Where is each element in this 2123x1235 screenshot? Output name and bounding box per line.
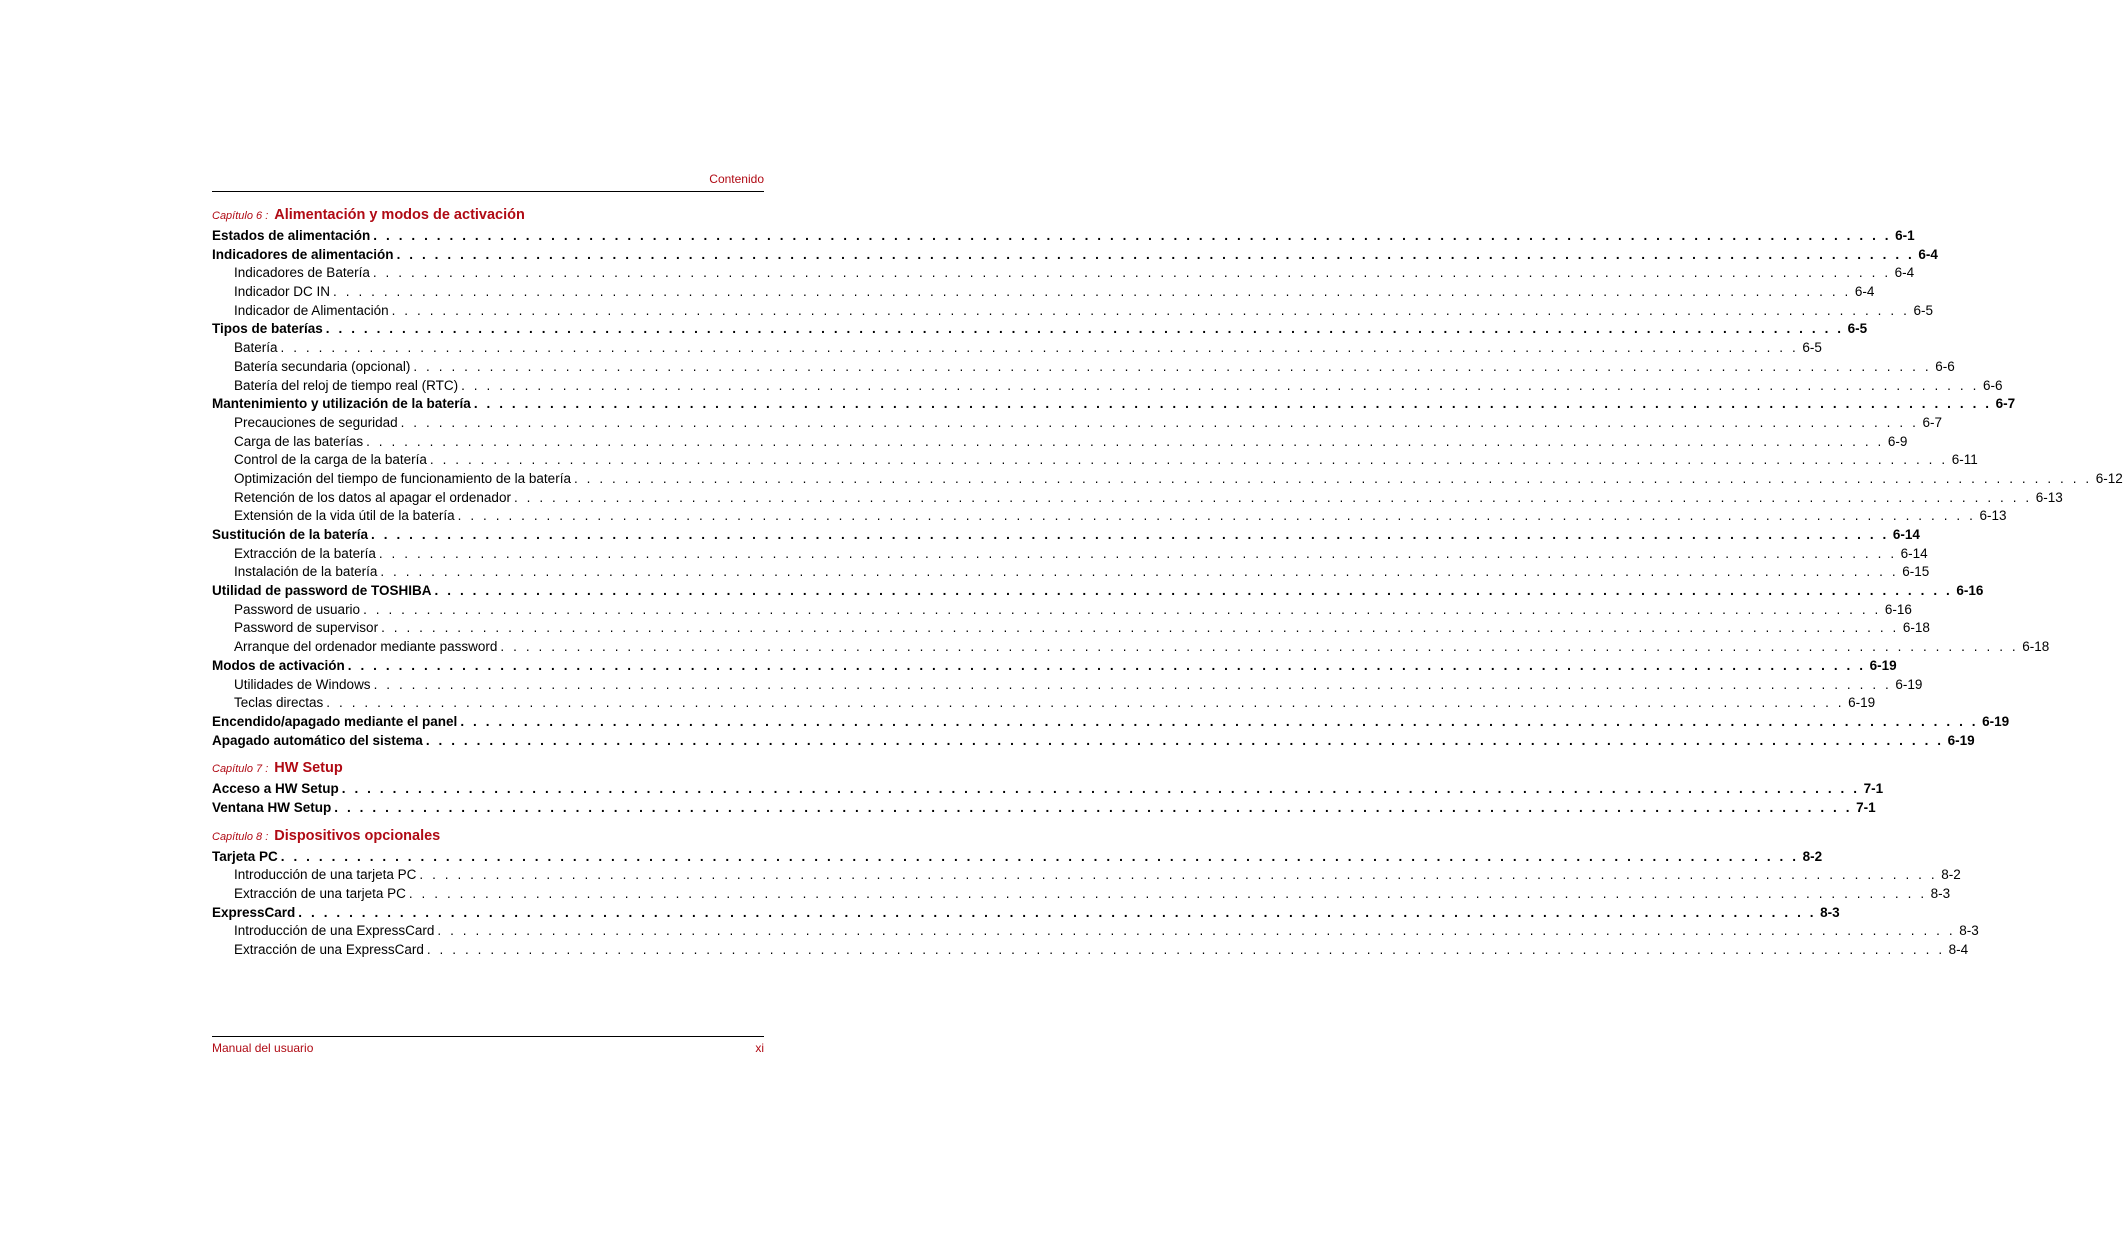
toc-entry-label: Apagado automático del sistema bbox=[212, 732, 423, 748]
dot-leader: . . . . . . . . . . . . . . . . . . . . . . . . . . . . . . . . . . . . . . . . . . . . . . . . . . . . . . . . . . . . . . . . . . . . . . . . . . . . . . . . . . . . . . . . . . . . . . . . . . . . . . . . . . . . . . . . . . . . . . . . bbox=[413, 358, 1932, 374]
chapter-heading[interactable] bbox=[212, 207, 764, 227]
dot-leader: . . . . . . . . . . . . . . . . . . . . . . . . . . . . . . . . . . . . . . . . . . . . . . . . . . . . . . . . . . . . . . . . . . . . . . . . . . . . . . . . . . . . . . . . . . . . . . . . . . . . . . . . . . . . . . . . . . . . . . . . bbox=[280, 340, 1799, 356]
dot-leader: . . . . . . . . . . . . . . . . . . . . . . . . . . . . . . . . . . . . . . . . . . . . . . . . . . . . . . . . . . . . . . . . . . . . . . . . . . . . . . . . . . . . . . . . . . . . . . . . . . . . . . . . . . . . . . . . . . . . . . . . bbox=[347, 657, 1866, 673]
toc-subsection-entry[interactable] bbox=[212, 470, 2123, 489]
dot-leader: . . . . . . . . . . . . . . . . . . . . . . . . . . . . . . . . . . . . . . . . . . . . . . . . . . . . . . . . . . . . . . . . . . . . . . . . . . . . . . . . . . . . . . . . . . . . . . . . . . . . . . . . . . . . . . . . . . . . . . . . bbox=[473, 396, 1992, 412]
toc-entry-page: 8-4 bbox=[1948, 942, 1969, 958]
toc-entry-label: Sustitución de la batería bbox=[212, 527, 369, 542]
toc-subsection-entry[interactable] bbox=[212, 264, 1915, 283]
dot-leader: . . . . . . . . . . . . . . . . . . . . . . . . . . . . . . . . . . . . . . . . . . . . . . . . . . . . . . . . . . . . . . . . . . . . . . . . . . . . . . . . . . . . . . . . . . . . . . . . . . . . . . . . . . . . . . . . . . . . . . . . bbox=[373, 228, 1892, 243]
toc-entry-label: Encendido/apagado mediante el panel bbox=[212, 713, 458, 729]
toc-section-entry[interactable] bbox=[212, 395, 2016, 414]
toc-entry-page: 6-1 bbox=[1895, 228, 1915, 243]
toc-entry-label: Indicadores de alimentación bbox=[212, 246, 394, 262]
toc-section-entry[interactable] bbox=[212, 780, 1884, 799]
toc-entry-label: Extensión de la vida útil de la batería bbox=[234, 508, 455, 524]
toc-entry-page: 6-15 bbox=[1902, 564, 1930, 580]
toc-entry-label: Optimización del tiempo de funcionamiento de la batería bbox=[234, 470, 571, 486]
toc-subsection-entry[interactable] bbox=[212, 694, 1876, 713]
toc-entry-label: Instalación de la batería bbox=[234, 564, 378, 580]
toc-entry-page: 6-19 bbox=[1895, 676, 1923, 692]
toc-entry-label: Carga de las baterías bbox=[234, 433, 364, 449]
toc-entry-page: 6-13 bbox=[1979, 508, 2007, 524]
dot-leader: . . . . . . . . . . . . . . . . . . . . . . . . . . . . . . . . . . . . . . . . . . . . . . . . . . . . . . . . . . . . . . . . . . . . . . . . . . . . . . . . . . . . . . . . . . . . . . . . . . . . . . . . . . . . . . . . . . . . . . . . bbox=[457, 508, 1976, 524]
toc-entry-page: 6-6 bbox=[1982, 377, 2003, 393]
toc-entry-page: 6-5 bbox=[1802, 340, 1822, 356]
toc-subsection-entry[interactable] bbox=[212, 545, 1928, 564]
toc-entry-label: Tarjeta PC bbox=[212, 848, 278, 864]
dot-leader: . . . . . . . . . . . . . . . . . . . . . . . . . . . . . . . . . . . . . . . . . . . . . . . . . . . . . . . . . . . . . . . . . . . . . . . . . . . . . . . . . . . . . . . . . . . . . . . . . . . . . . . . . . . . . . . . . . . . . . . . bbox=[513, 489, 2032, 505]
header-rule bbox=[212, 191, 764, 192]
toc-entry-label: Control de la carga de la batería bbox=[234, 452, 427, 468]
toc-entry-page: 8-2 bbox=[1941, 867, 1961, 883]
dot-leader: . . . . . . . . . . . . . . . . . . . . . . . . . . . . . . . . . . . . . . . . . . . . . . . . . . . . . . . . . . . . . . . . . . . . . . . . . . . . . . . . . . . . . . . . . . . . . . . . . . . . . . . . . . . . . . . . . . . . . . . . bbox=[298, 904, 1817, 920]
chapter-prefix: Capítulo 6 : bbox=[212, 210, 269, 222]
toc-entry-label: Retención de los datos al apagar el ordenador bbox=[234, 489, 511, 505]
dot-leader: . . . . . . . . . . . . . . . . . . . . . . . . . . . . . . . . . . . . . . . . . . . . . . . . . . . . . . . . . . . . . . . . . . . . . . . . . . . . . . . . . . . . . . . . . . . . . . . . . . . . . . . . . . . . . . . . . . . . . . . . bbox=[373, 676, 1892, 692]
chapter-heading[interactable] bbox=[212, 760, 764, 780]
toc-entry-label: Indicador de Alimentación bbox=[234, 302, 389, 318]
chapter-title: Alimentación y modos de activación bbox=[274, 207, 525, 223]
toc-entry-label: Password de supervisor bbox=[234, 620, 379, 636]
toc-section-entry[interactable] bbox=[212, 799, 1876, 818]
dot-leader: . . . . . . . . . . . . . . . . . . . . . . . . . . . . . . . . . . . . . . . . . . . . . . . . . . . . . . . . . . . . . . . . . . . . . . . . . . . . . . . . . . . . . . . . . . . . . . . . . . . . . . . . . . . . . . . . . . . . . . . . bbox=[573, 470, 2092, 486]
dot-leader: . . . . . . . . . . . . . . . . . . . . . . . . . . . . . . . . . . . . . . . . . . . . . . . . . . . . . . . . . . . . . . . . . . . . . . . . . . . . . . . . . . . . . . . . . . . . . . . . . . . . . . . . . . . . . . . . . . . . . . . . bbox=[500, 639, 2019, 655]
toc-subsection-entry[interactable] bbox=[212, 377, 2003, 396]
toc-entry-page: 6-19 bbox=[1982, 713, 2010, 729]
dot-leader: . . . . . . . . . . . . . . . . . . . . . . . . . . . . . . . . . . . . . . . . . . . . . . . . . . . . . . . . . . . . . . . . . . . . . . . . . . . . . . . . . . . . . . . . . . . . . . . . . . . . . . . . . . . . . . . . . . . . . . . . bbox=[419, 867, 1938, 883]
toc-entry-label: Arranque del ordenador mediante password bbox=[234, 639, 498, 655]
toc-entry-page: 6-16 bbox=[1884, 601, 1912, 617]
toc-entry-label: Indicadores de Batería bbox=[234, 265, 370, 281]
toc-subsection-entry[interactable] bbox=[212, 885, 1951, 904]
dot-leader: . . . . . . . . . . . . . . . . . . . . . . . . . . . . . . . . . . . . . . . . . . . . . . . . . . . . . . . . . . . . . . . . . . . . . . . . . . . . . . . . . . . . . . . . . . . . . . . . . . . . . . . . . . . . . . . . . . . . . . . . bbox=[366, 433, 1884, 449]
dot-leader: . . . . . . . . . . . . . . . . . . . . . . . . . . . . . . . . . . . . . . . . . . . . . . . . . . . . . . . . . . . . . . . . . . . . . . . . . . . . . . . . . . . . . . . . . . . . . . . . . . . . . . . . . . . . . . . . . . . . . . . . bbox=[460, 713, 1979, 729]
toc-entry-label: Acceso a HW Setup bbox=[212, 781, 339, 797]
toc-entry-page: 6-12 bbox=[2095, 470, 2123, 486]
toc-subsection-entry[interactable] bbox=[212, 601, 1912, 620]
toc-entry-page: 6-19 bbox=[1869, 657, 1897, 673]
toc-subsection-entry[interactable] bbox=[212, 433, 1908, 452]
toc-section-entry[interactable] bbox=[212, 713, 2010, 732]
toc-entry-page: 6-4 bbox=[1894, 265, 1915, 281]
toc-section-entry[interactable] bbox=[212, 526, 1920, 545]
toc-subsection-entry[interactable] bbox=[212, 283, 1875, 302]
toc-entry-page: 6-7 bbox=[1922, 414, 1942, 430]
dot-leader: . . . . . . . . . . . . . . . . . . . . . . . . . . . . . . . . . . . . . . . . . . . . . . . . . . . . . . . . . . . . . . . . . . . . . . . . . . . . . . . . . . . . . . . . . . . . . . . . . . . . . . . . . . . . . . . . . . . . . . . . bbox=[334, 799, 1853, 815]
toc-section-entry[interactable] bbox=[212, 246, 1938, 265]
toc-subsection-entry[interactable] bbox=[212, 676, 1923, 695]
toc-subsection-entry[interactable] bbox=[212, 358, 1955, 377]
dot-leader: . . . . . . . . . . . . . . . . . . . . . . . . . . . . . . . . . . . . . . . . . . . . . . . . . . . . . . . . . . . . . . . . . . . . . . . . . . . . . . . . . . . . . . . . . . . . . . . . . . . . . . . . . . . . . . . . . . . . . . . . bbox=[426, 942, 1945, 958]
dot-leader: . . . . . . . . . . . . . . . . . . . . . . . . . . . . . . . . . . . . . . . . . . . . . . . . . . . . . . . . . . . . . . . . . . . . . . . . . . . . . . . . . . . . . . . . . . . . . . . . . . . . . . . . . . . . . . . . . . . . . . . . bbox=[280, 848, 1799, 864]
toc-entry-page: 6-14 bbox=[1900, 545, 1928, 561]
toc-entry-label: Estados de alimentación bbox=[212, 228, 371, 243]
toc-subsection-entry[interactable] bbox=[212, 414, 1942, 433]
dot-leader: . . . . . . . . . . . . . . . . . . . . . . . . . . . . . . . . . . . . . . . . . . . . . . . . . . . . . . . . . . . . . . . . . . . . . . . . . . . . . . . . . . . . . . . . . . . . . . . . . . . . . . . . . . . . . . . . . . . . . . . . bbox=[381, 620, 1899, 636]
toc-entry-label: Ventana HW Setup bbox=[212, 799, 332, 815]
toc-entry-page: 6-5 bbox=[1913, 302, 1933, 318]
dot-leader: . . . . . . . . . . . . . . . . . . . . . . . . . . . . . . . . . . . . . . . . . . . . . . . . . . . . . . . . . . . . . . . . . . . . . . . . . . . . . . . . . . . . . . . . . . . . . . . . . . . . . . . . . . . . . . . . . . . . . . . . bbox=[429, 452, 1948, 468]
running-header: Contenido bbox=[709, 172, 764, 186]
chapter-prefix: Capítulo 8 : bbox=[212, 830, 269, 843]
toc-subsection-entry[interactable] bbox=[212, 941, 1969, 960]
dot-leader: . . . . . . . . . . . . . . . . . . . . . . . . . . . . . . . . . . . . . . . . . . . . . . . . . . . . . . . . . . . . . . . . . . . . . . . . . . . . . . . . . . . . . . . . . . . . . . . . . . . . . . . . . . . . . . . . . . . . . . . . bbox=[408, 886, 1927, 901]
toc-subsection-entry[interactable] bbox=[212, 489, 2063, 508]
toc-entry-page: 6-18 bbox=[1902, 620, 1930, 636]
toc-entry-label: Introducción de una ExpressCard bbox=[234, 923, 435, 939]
toc-subsection-entry[interactable] bbox=[212, 451, 1978, 470]
toc-subsection-entry[interactable] bbox=[212, 866, 1961, 885]
dot-leader: . . . . . . . . . . . . . . . . . . . . . . . . . . . . . . . . . . . . . . . . . . . . . . . . . . . . . . . . . . . . . . . . . . . . . . . . . . . . . . . . . . . . . . . . . . . . . . . . . . . . . . . . . . . . . . . . . . . . . . . . bbox=[363, 601, 1881, 617]
toc-entry-label: Batería secundaria (opcional) bbox=[234, 358, 411, 374]
dot-leader: . . . . . . . . . . . . . . . . . . . . . . . . . . . . . . . . . . . . . . . . . . . . . . . . . . . . . . . . . . . . . . . . . . . . . . . . . . . . . . . . . . . . . . . . . . . . . . . . . . . . . . . . . . . . . . . . . . . . . . . . bbox=[333, 284, 1851, 300]
toc-entry-label: Indicador DC IN bbox=[234, 284, 331, 300]
toc-entry-page: 8-3 bbox=[1930, 886, 1951, 901]
dot-leader: . . . . . . . . . . . . . . . . . . . . . . . . . . . . . . . . . . . . . . . . . . . . . . . . . . . . . . . . . . . . . . . . . . . . . . . . . . . . . . . . . . . . . . . . . . . . . . . . . . . . . . . . . . . . . . . . . . . . . . . . bbox=[461, 377, 1979, 393]
dot-leader: . . . . . . . . . . . . . . . . . . . . . . . . . . . . . . . . . . . . . . . . . . . . . . . . . . . . . . . . . . . . . . . . . . . . . . . . . . . . . . . . . . . . . . . . . . . . . . . . . . . . . . . . . . . . . . . . . . . . . . . . bbox=[391, 302, 1910, 318]
toc-entry-label: Batería del reloj de tiempo real (RTC) bbox=[234, 377, 459, 393]
dot-leader: . . . . . . . . . . . . . . . . . . . . . . . . . . . . . . . . . . . . . . . . . . . . . . . . . . . . . . . . . . . . . . . . . . . . . . . . . . . . . . . . . . . . . . . . . . . . . . . . . . . . . . . . . . . . . . . . . . . . . . . . bbox=[434, 583, 1953, 599]
toc-entry-page: 6-19 bbox=[1848, 695, 1876, 711]
toc-section-entry[interactable] bbox=[212, 732, 1975, 751]
toc-entry-label: Introducción de una tarjeta PC bbox=[234, 867, 417, 883]
toc-section-entry[interactable] bbox=[212, 582, 1984, 601]
toc-subsection-entry[interactable] bbox=[212, 302, 1933, 321]
toc-entry-page: 7-1 bbox=[1863, 781, 1884, 797]
chapter-title: Dispositivos opcionales bbox=[274, 827, 441, 844]
footer-manual-title: Manual del usuario bbox=[212, 1041, 314, 1055]
toc-entry-label: Utilidades de Windows bbox=[234, 676, 371, 692]
toc-entry-label: Extracción de una tarjeta PC bbox=[234, 886, 406, 901]
chapter-title: HW Setup bbox=[274, 760, 343, 777]
dot-leader: . . . . . . . . . . . . . . . . . . . . . . . . . . . . . . . . . . . . . . . . . . . . . . . . . . . . . . . . . . . . . . . . . . . . . . . . . . . . . . . . . . . . . . . . . . . . . . . . . . . . . . . . . . . . . . . . . . . . . . . . bbox=[396, 246, 1915, 262]
toc-entry-label: Teclas directas bbox=[234, 695, 324, 711]
toc-entry-page: 8-3 bbox=[1959, 923, 1979, 939]
toc-entry-page: 6-4 bbox=[1854, 284, 1875, 300]
toc-subsection-entry[interactable] bbox=[212, 339, 1822, 358]
chapter-prefix: Capítulo 7 : bbox=[212, 763, 269, 776]
toc-entry-page: 8-3 bbox=[1820, 904, 1840, 920]
toc-section-entry[interactable] bbox=[212, 320, 1868, 339]
toc-entry-label: Extracción de la batería bbox=[234, 545, 376, 561]
toc-subsection-entry[interactable] bbox=[212, 507, 2007, 526]
toc-section-entry[interactable] bbox=[212, 904, 1840, 923]
toc-section-entry[interactable] bbox=[212, 227, 1915, 246]
dot-leader: . . . . . . . . . . . . . . . . . . . . . . . . . . . . . . . . . . . . . . . . . . . . . . . . . . . . . . . . . . . . . . . . . . . . . . . . . . . . . . . . . . . . . . . . . . . . . . . . . . . . . . . . . . . . . . . . . . . . . . . . bbox=[371, 527, 1889, 542]
toc-entry-page: 6-13 bbox=[2035, 489, 2063, 505]
table-of-contents bbox=[212, 207, 2123, 960]
toc-entry-page: 6-7 bbox=[1995, 396, 2016, 412]
chapter-heading[interactable] bbox=[212, 828, 764, 848]
footer-rule bbox=[212, 1036, 764, 1037]
toc-subsection-entry[interactable] bbox=[212, 619, 1930, 638]
dot-leader: . . . . . . . . . . . . . . . . . . . . . . . . . . . . . . . . . . . . . . . . . . . . . . . . . . . . . . . . . . . . . . . . . . . . . . . . . . . . . . . . . . . . . . . . . . . . . . . . . . . . . . . . . . . . . . . . . . . . . . . . bbox=[372, 265, 1891, 281]
dot-leader: . . . . . . . . . . . . . . . . . . . . . . . . . . . . . . . . . . . . . . . . . . . . . . . . . . . . . . . . . . . . . . . . . . . . . . . . . . . . . . . . . . . . . . . . . . . . . . . . . . . . . . . . . . . . . . . . . . . . . . . . bbox=[325, 321, 1844, 337]
toc-entry-page: 6-9 bbox=[1887, 433, 1908, 449]
dot-leader: . . . . . . . . . . . . . . . . . . . . . . . . . . . . . . . . . . . . . . . . . . . . . . . . . . . . . . . . . . . . . . . . . . . . . . . . . . . . . . . . . . . . . . . . . . . . . . . . . . . . . . . . . . . . . . . . . . . . . . . . bbox=[437, 923, 1956, 939]
toc-entry-label: Mantenimiento y utilización de la batería bbox=[212, 396, 471, 412]
footer-page-number: xi bbox=[755, 1041, 764, 1055]
toc-entry-page: 6-19 bbox=[1947, 732, 1975, 748]
dot-leader: . . . . . . . . . . . . . . . . . . . . . . . . . . . . . . . . . . . . . . . . . . . . . . . . . . . . . . . . . . . . . . . . . . . . . . . . . . . . . . . . . . . . . . . . . . . . . . . . . . . . . . . . . . . . . . . . . . . . . . . . bbox=[380, 564, 1899, 580]
toc-entry-label: Extracción de una ExpressCard bbox=[234, 942, 424, 958]
toc-entry-page: 7-1 bbox=[1856, 799, 1876, 815]
toc-subsection-entry[interactable] bbox=[212, 638, 2050, 657]
dot-leader: . . . . . . . . . . . . . . . . . . . . . . . . . . . . . . . . . . . . . . . . . . . . . . . . . . . . . . . . . . . . . . . . . . . . . . . . . . . . . . . . . . . . . . . . . . . . . . . . . . . . . . . . . . . . . . . . . . . . . . . . bbox=[341, 781, 1860, 797]
toc-entry-label: Batería bbox=[234, 340, 278, 356]
toc-entry-label: Modos de activación bbox=[212, 657, 345, 673]
toc-section-entry[interactable] bbox=[212, 848, 1823, 867]
toc-subsection-entry[interactable] bbox=[212, 563, 1930, 582]
dot-leader: . . . . . . . . . . . . . . . . . . . . . . . . . . . . . . . . . . . . . . . . . . . . . . . . . . . . . . . . . . . . . . . . . . . . . . . . . . . . . . . . . . . . . . . . . . . . . . . . . . . . . . . . . . . . . . . . . . . . . . . . bbox=[378, 545, 1897, 561]
toc-entry-label: Password de usuario bbox=[234, 601, 361, 617]
toc-entry-label: Utilidad de password de TOSHIBA bbox=[212, 583, 432, 599]
toc-entry-page: 8-2 bbox=[1802, 848, 1823, 864]
toc-entry-page: 6-18 bbox=[2022, 639, 2050, 655]
toc-entry-label: Tipos de baterías bbox=[212, 321, 323, 337]
toc-entry-label: Precauciones de seguridad bbox=[234, 414, 398, 430]
toc-entry-page: 6-14 bbox=[1892, 527, 1920, 542]
toc-section-entry[interactable] bbox=[212, 657, 1897, 676]
toc-entry-page: 6-6 bbox=[1935, 358, 1955, 374]
dot-leader: . . . . . . . . . . . . . . . . . . . . . . . . . . . . . . . . . . . . . . . . . . . . . . . . . . . . . . . . . . . . . . . . . . . . . . . . . . . . . . . . . . . . . . . . . . . . . . . . . . . . . . . . . . . . . . . . . . . . . . . . bbox=[400, 414, 1919, 430]
toc-subsection-entry[interactable] bbox=[212, 922, 1979, 941]
toc-entry-page: 6-5 bbox=[1847, 321, 1868, 337]
dot-leader: . . . . . . . . . . . . . . . . . . . . . . . . . . . . . . . . . . . . . . . . . . . . . . . . . . . . . . . . . . . . . . . . . . . . . . . . . . . . . . . . . . . . . . . . . . . . . . . . . . . . . . . . . . . . . . . . . . . . . . . . bbox=[326, 695, 1845, 711]
toc-entry-page: 6-11 bbox=[1951, 452, 1978, 468]
dot-leader: . . . . . . . . . . . . . . . . . . . . . . . . . . . . . . . . . . . . . . . . . . . . . . . . . . . . . . . . . . . . . . . . . . . . . . . . . . . . . . . . . . . . . . . . . . . . . . . . . . . . . . . . . . . . . . . . . . . . . . . . bbox=[425, 732, 1944, 748]
toc-entry-page: 6-16 bbox=[1956, 583, 1984, 599]
toc-entry-label: ExpressCard bbox=[212, 904, 296, 920]
toc-entry-page: 6-4 bbox=[1918, 246, 1938, 262]
